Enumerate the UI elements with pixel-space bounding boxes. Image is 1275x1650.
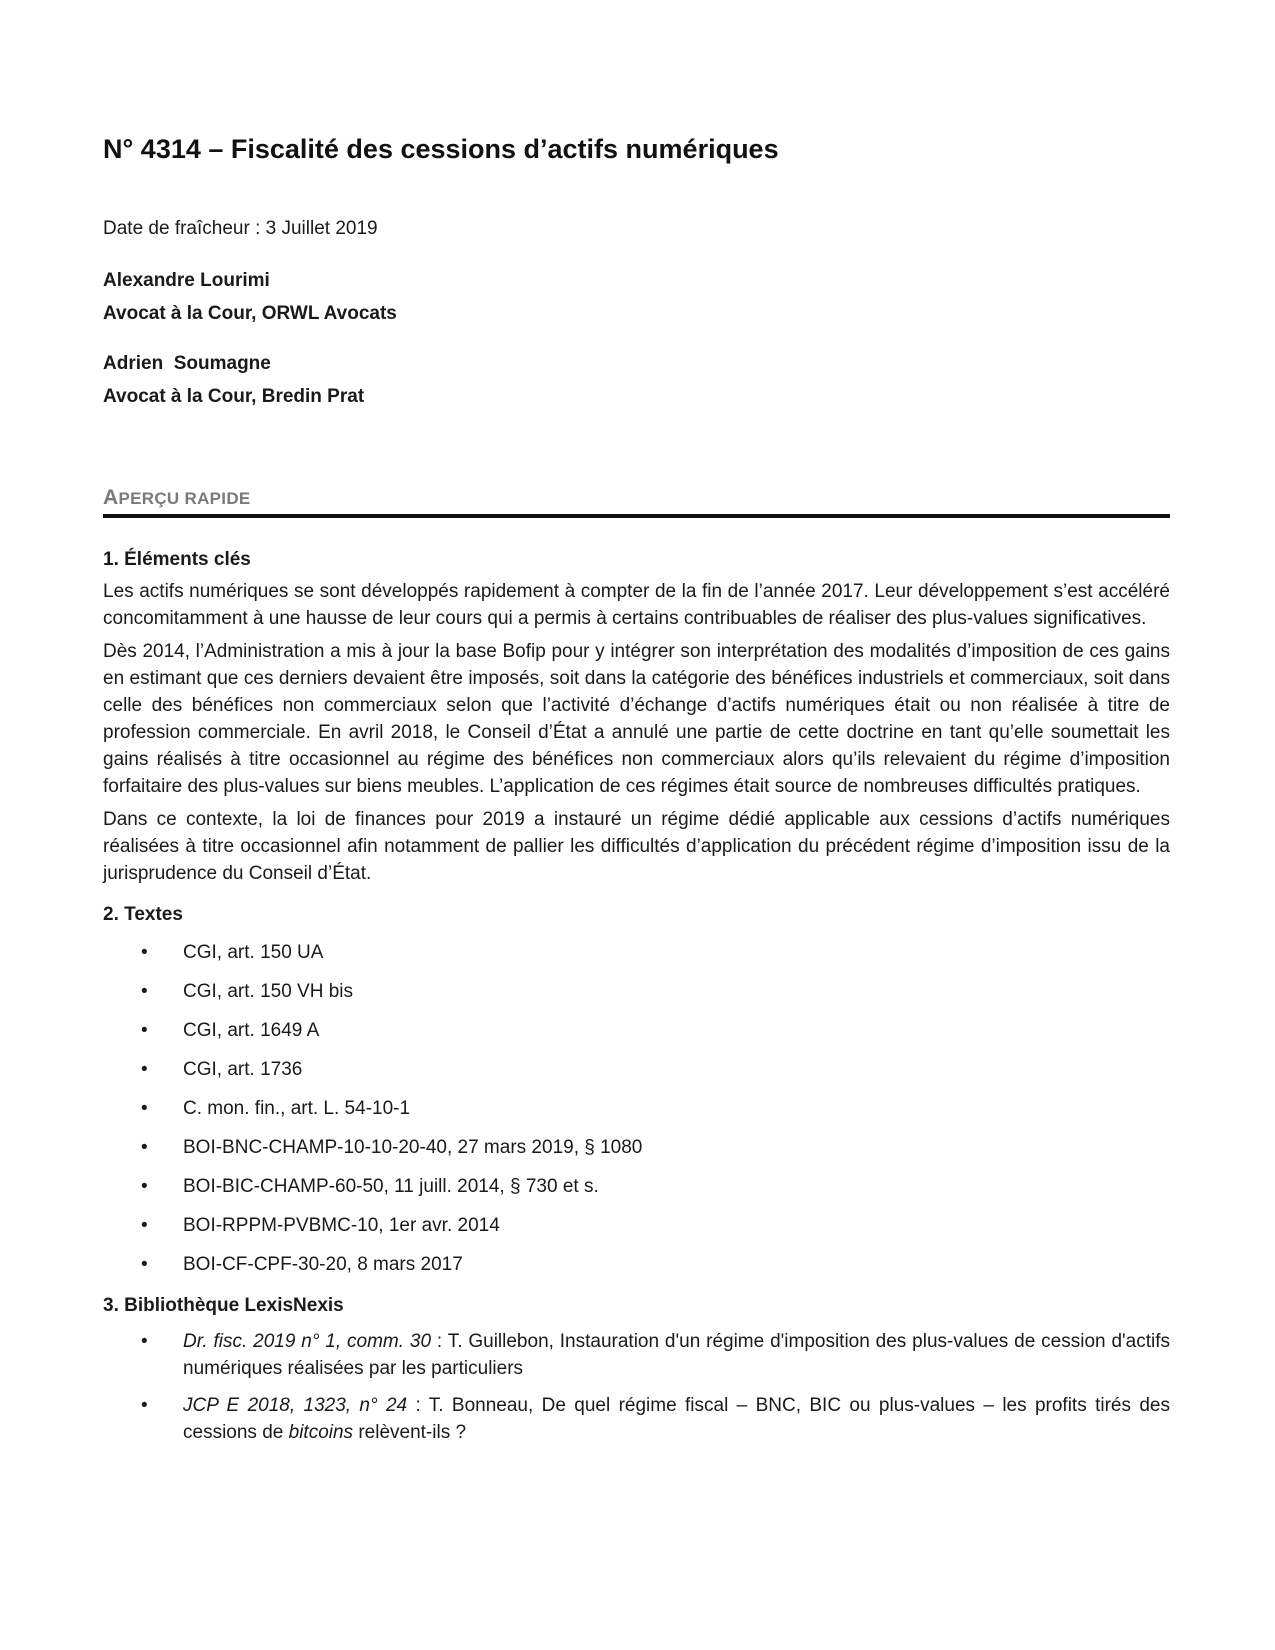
bullet-icon: • (141, 1020, 148, 1041)
bullet-icon: • (141, 1215, 148, 1236)
bullet-icon: • (141, 1331, 148, 1352)
section-heading-apercu (103, 486, 1170, 518)
bullet-icon: • (141, 1059, 148, 1080)
bullet-icon: • (141, 942, 148, 963)
citation-italic: bitcoins (288, 1422, 354, 1443)
citation-ref: Dr. fisc. 2019 n° 1, comm. 30 (183, 1331, 432, 1352)
content-body (103, 546, 1170, 1456)
section-heading-initial: A (103, 486, 119, 509)
citation-text: : T. Guillebon, Instauration d'un régime d'imposition des plus-values de cession d'actifs numériques réalisées par les particuliers (183, 1331, 1170, 1379)
bullet-icon: • (141, 1254, 148, 1275)
heading-elements-cles: 1. Éléments clés (103, 549, 251, 570)
document-title: N° 4314 – Fiscalité des cessions d’actifs numériques (103, 134, 779, 164)
list-item: • BOI-BNC-CHAMP-10-10-20-40, 27 mars 2019, § 1080 (103, 1134, 1170, 1161)
list-item: • CGI, art. 1736 (103, 1056, 1170, 1083)
paragraph: Dans ce contexte, la loi de finances pour 2019 a instauré un régime dédié applicable aux cessions d’actifs numériques réalisées à titre occasionnel afin notamment de pallier les difficultés d’application du précédent régime d’imposition issu de la jurisprudence du Conseil d’État. (103, 809, 1170, 884)
list-item: • BOI-CF-CPF-30-20, 8 mars 2017 (103, 1251, 1170, 1278)
heading-textes: 2. Textes (103, 904, 183, 925)
list-item: • C. mon. fin., art. L. 54-10-1 (103, 1095, 1170, 1122)
author-block-2 (103, 347, 364, 413)
section-heading-rest: PERÇU RAPIDE (118, 489, 251, 508)
list-item: • BOI-BIC-CHAMP-60-50, 11 juill. 2014, § 730 et s. (103, 1173, 1170, 1200)
freshness-date: Date de fraîcheur : 3 Juillet 2019 (103, 218, 378, 239)
bullet-icon: • (141, 1176, 148, 1197)
citation-text-end: relèvent-ils ? (353, 1422, 467, 1443)
paragraph: Dès 2014, l’Administration a mis à jour la base Bofip pour y intégrer son interprétation des modalités d’imposition de ces gains en estimant que ces derniers devaient être imposés, soit dans la catégorie des bénéfices industriels et commerciaux, soit dans celle des bénéfices non commerciaux selon que l’activité d’échange d’actifs numériques était ou non réalisée à titre de profession commerciale. En avril 2018, le Conseil d’État a annulé une partie de cette doctrine en tant qu’elle soumettait les gains réalisés à titre occasionnel au régime des bénéfices non commerciaux alors qu’ils relevaient du régime d’imposition forfaitaire des plus-values sur biens meubles. L’application de ces régimes était source de nombreuses difficultés pratiques. (103, 641, 1170, 797)
list-item: • CGI, art. 150 UA (103, 939, 1170, 966)
bullet-icon: • (141, 1137, 148, 1158)
author-block-1 (103, 264, 397, 330)
bibliography-item (103, 1328, 1170, 1382)
bullet-icon: • (141, 1098, 148, 1119)
citation-ref: JCP E 2018, 1323, n° 24 (183, 1395, 408, 1416)
list-item: • BOI-RPPM-PVBMC-10, 1er avr. 2014 (103, 1212, 1170, 1239)
bullet-icon: • (141, 1395, 148, 1416)
author-role: Avocat à la Cour, ORWL Avocats (103, 303, 397, 324)
author-name: Alexandre Lourimi (103, 270, 270, 291)
author-name: Adrien Soumagne (103, 353, 271, 374)
list-item: • CGI, art. 1649 A (103, 1017, 1170, 1044)
bibliography-item (103, 1392, 1170, 1446)
heading-bibliotheque: 3. Bibliothèque LexisNexis (103, 1295, 344, 1316)
list-item: • CGI, art. 150 VH bis (103, 978, 1170, 1005)
textes-list (103, 939, 1170, 1278)
paragraph: Les actifs numériques se sont développés rapidement à compter de la fin de l’année 2017. Leur développement s’est accéléré concomitamment à une hausse de leur cours qui a permis à certains contribuables de réaliser des plus-values significatives. (103, 581, 1170, 629)
author-role: Avocat à la Cour, Bredin Prat (103, 386, 365, 407)
bullet-icon: • (141, 981, 148, 1002)
bibliography-list (103, 1328, 1170, 1446)
citation-text: : T. Bonneau, De quel régime fiscal – BNC, BIC ou plus-values – les profits tirés des cessions de (183, 1395, 1170, 1443)
